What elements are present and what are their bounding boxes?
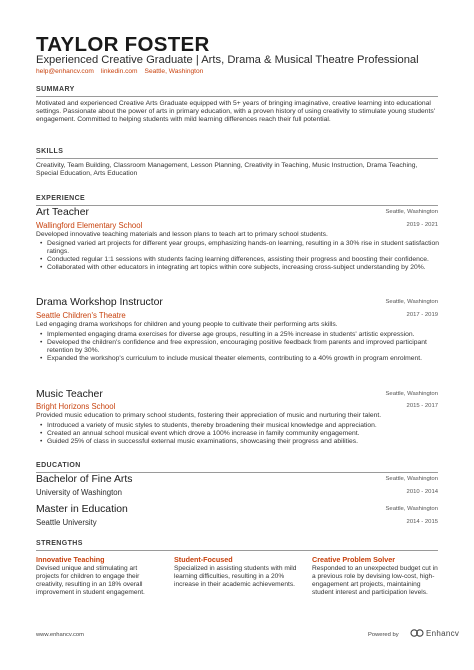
job-bullet: • Developed the children's confidence and free expression, encouraging positive feedback from parents and improved participant retention by 30%. — [41, 339, 440, 355]
strength-description: Devised unique and stimulating art projects for children to engage their creativity, resulting in an 18% overall improvement in student engagement. — [36, 565, 145, 596]
job-dates: 2017 - 2019 — [406, 312, 438, 318]
education-location: Seattle, Washington — [385, 506, 438, 512]
job-location: Seattle, Washington — [385, 209, 438, 215]
job-bullet: • Introduced a variety of music styles to students, thereby broadening their musical knowledge and appreciation. — [41, 422, 440, 430]
job-organization: Bright Horizons School — [36, 402, 116, 411]
job-bullets — [41, 240, 440, 272]
summary-heading: SUMMARY — [36, 86, 75, 93]
job-description: Provided music education to primary school students, fostering their appreciation of music and nurturing their talent. — [36, 412, 382, 419]
job-organization: Seattle Children's Theatre — [36, 311, 126, 320]
job-description: Led engaging drama workshops for children and young people to cultivate their performing arts skills. — [36, 321, 338, 328]
job-bullet: • Expanded the workshop's curriculum to include musical theater elements, contributing to a 40% growth in program enrolment. — [41, 355, 440, 363]
candidate-name: TAYLOR FOSTER — [36, 33, 210, 56]
footer-brand-name: Enhancv — [426, 628, 460, 638]
education-school: University of Washington — [36, 488, 122, 497]
footer-brand-logo[interactable] — [410, 628, 459, 638]
strengths-heading: STRENGTHS — [36, 540, 83, 547]
strengths-divider — [36, 550, 438, 551]
job-dates: 2019 - 2021 — [406, 222, 438, 228]
summary-text: Motivated and experienced Creative Arts Graduate equipped with 5+ years of bringing imaginative, creative learning into educational settings. Passionate about the power of arts in primary education, with a proven history of using creativity to stimulate young students' engagement. Committed to helping students with mild learning differences reach their full potential. — [36, 100, 435, 124]
contact-line — [36, 68, 210, 75]
job-title: Art Teacher — [36, 207, 89, 218]
experience-heading: EXPERIENCE — [36, 195, 86, 202]
strength-title: Student-Focused — [174, 555, 233, 564]
education-degree: Master in Education — [36, 504, 128, 515]
candidate-headline: Experienced Creative Graduate | Arts, Drama & Musical Theatre Professional — [36, 54, 419, 66]
education-location: Seattle, Washington — [385, 476, 438, 482]
job-bullet: • Implemented engaging drama exercises for diverse age groups, resulting in a 25% increase in students' artistic expression. — [41, 331, 440, 339]
job-bullets — [41, 422, 440, 446]
job-dates: 2015 - 2017 — [406, 403, 438, 409]
contact-email[interactable]: help@enhancv.com — [36, 68, 94, 75]
experience-divider — [36, 205, 438, 206]
job-bullets — [41, 331, 440, 363]
job-location: Seattle, Washington — [385, 391, 438, 397]
education-dates: 2010 - 2014 — [406, 489, 438, 495]
job-bullet: • Conducted regular 1:1 sessions with students facing learning differences, assisting their progress and boosting their confidence. — [41, 256, 440, 264]
job-bullet: • Designed varied art projects for different year groups, emphasizing hands-on learning, resulting in a 30% rise in student satisfaction ratings. — [41, 240, 440, 256]
job-organization: Wallingford Elementary School — [36, 221, 143, 230]
job-bullet: • Guided 25% of class in successful external music examinations, showcasing their progress and abilities. — [41, 438, 440, 446]
skills-text: Creativity, Team Building, Classroom Management, Lesson Planning, Creativity in Teaching, Music Instruction, Drama Teaching, Special Education, Arts Education — [36, 162, 418, 178]
education-divider — [36, 472, 438, 473]
skills-heading: SKILLS — [36, 148, 64, 155]
education-degree: Bachelor of Fine Arts — [36, 474, 133, 485]
job-bullet: • Collaborated with other educators in integrating art topics within core subjects, increasing cross-subject understanding by 20%. — [41, 264, 440, 272]
job-title: Music Teacher — [36, 389, 103, 400]
education-dates: 2014 - 2015 — [406, 519, 438, 525]
footer-website-link[interactable]: www.enhancv.com — [36, 632, 84, 638]
enhancv-logo-icon — [410, 628, 424, 638]
strength-title: Creative Problem Solver — [312, 555, 396, 564]
job-bullet: • Created an annual school musical event which drove a 100% increase in family community engagement. — [41, 430, 440, 438]
job-title: Drama Workshop Instructor — [36, 297, 163, 308]
strength-description: Specialized in assisting students with mild learning difficulties, resulting in a 20% increase in their academic achievements. — [174, 565, 297, 588]
education-heading: EDUCATION — [36, 462, 81, 469]
summary-divider — [36, 96, 438, 97]
contact-linkedin[interactable]: linkedin.com — [100, 68, 138, 75]
job-description: Developed innovative teaching materials and lesson plans to teach art to primary school students. — [36, 231, 328, 238]
education-school: Seattle University — [36, 518, 97, 527]
contact-location: Seattle, Washington — [144, 68, 204, 75]
job-location: Seattle, Washington — [385, 299, 438, 305]
footer-powered-by: Powered by — [368, 632, 399, 638]
strength-title: Innovative Teaching — [36, 555, 105, 564]
skills-divider — [36, 158, 438, 159]
strength-description: Responded to an unexpected budget cut in a previous role by devising low-cost, high-engagement art projects, maintaining student interest and participation levels. — [312, 565, 438, 596]
